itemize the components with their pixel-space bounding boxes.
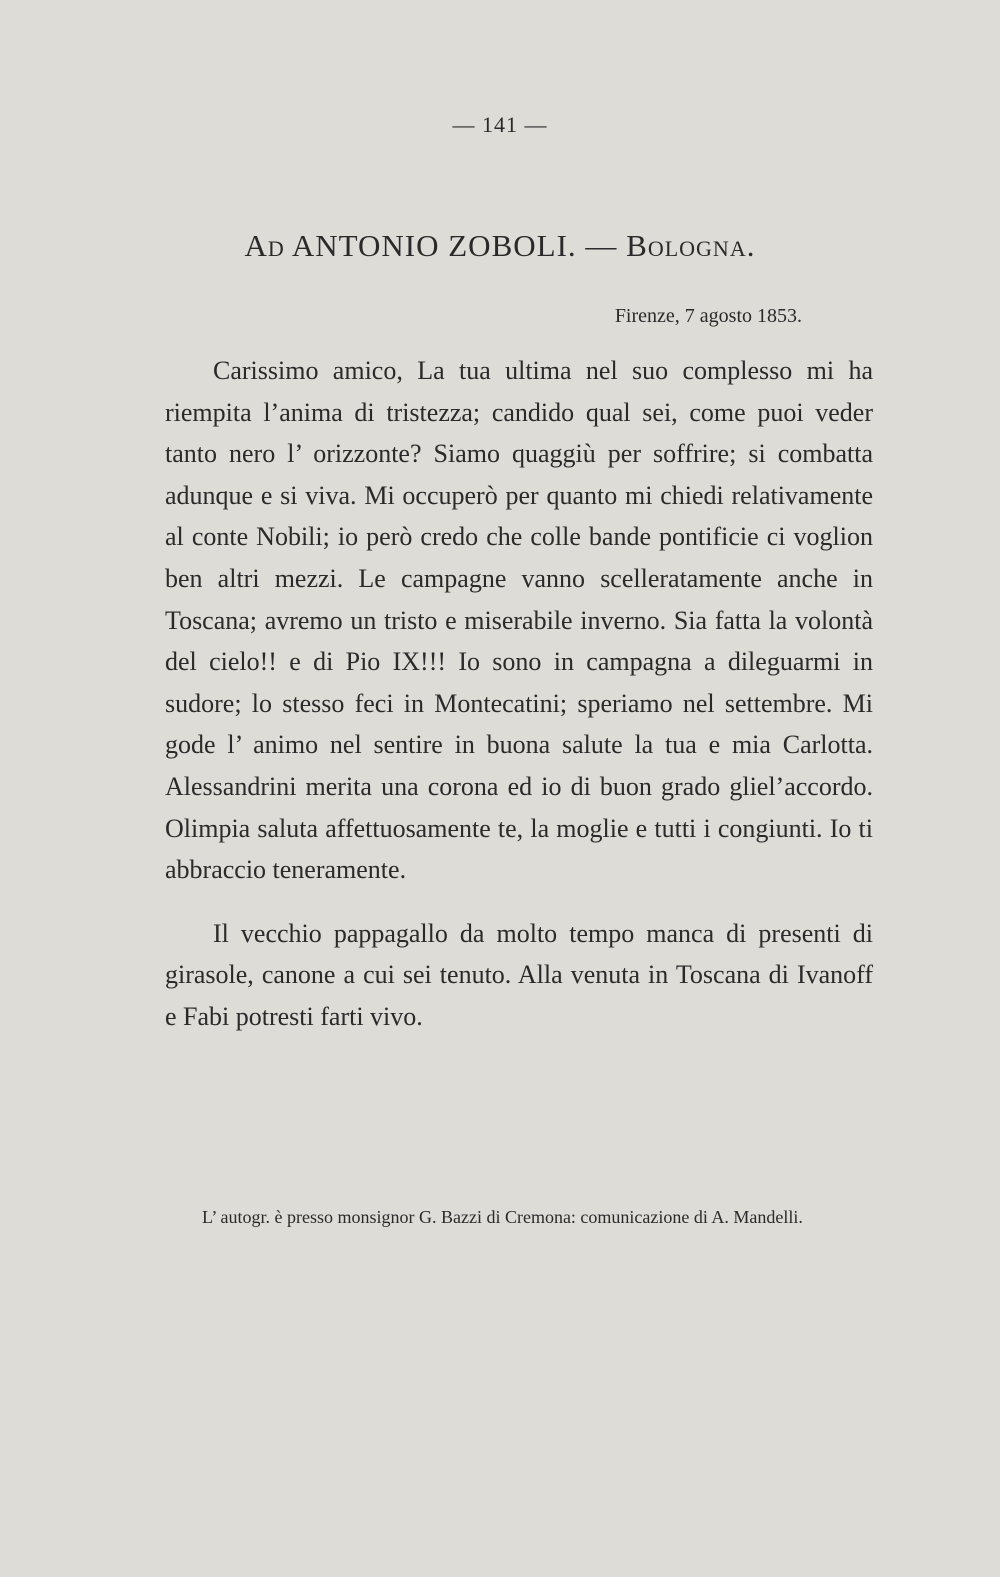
- heading-recipient: ANTONIO ZOBOLI.: [291, 228, 577, 263]
- letter-heading: [0, 228, 1000, 264]
- heading-prefix: Ad: [244, 228, 285, 263]
- paragraph: Il vecchio pappagallo da molto tempo manca di presenti di girasole, canone a cui sei tenuto. Alla venuta in Toscana di Ivanoff e Fabi potresti farti vivo.: [165, 918, 873, 1031]
- footnote: L’ autogr. è presso monsignor G. Bazzi di Cremona: comunicazione di A. Mandelli.: [202, 1207, 803, 1227]
- dateline: Firenze, 7 agosto 1853.: [614, 305, 802, 327]
- heading-place: Bologna.: [626, 228, 756, 263]
- page-number: — 141 —: [452, 112, 548, 137]
- heading-separator: —: [585, 228, 618, 263]
- letter-body: [165, 350, 873, 1038]
- paragraph: Carissimo amico, La tua ultima nel suo complesso mi ha riempita l’anima di tristezza; candido qual sei, come puoi veder tanto nero l’ orizzonte? Siamo quaggiù per soffrire; si combatta adunque e si viva. Mi occuperò per quanto mi chiedi relativamente al conte Nobili; io però credo che colle bande pontificie ci voglion ben altri mezzi. Le campagne vanno scelleratamente anche in Toscana; avremo un tristo e miserabile inverno. Sia fatta la volontà del cielo!! e di Pio IX!!! Io sono in campagna a dileguarmi in sudore; lo stesso feci in Montecatini; speriamo nel settembre. Mi gode l’ animo nel sentire in buona salute la tua e mia Carlotta. Alessandrini merita una corona ed io di buon grado gliel’accordo. Olimpia saluta affettuosamente te, la moglie e tutti i congiunti. Io ti abbraccio teneramente.: [165, 356, 873, 885]
